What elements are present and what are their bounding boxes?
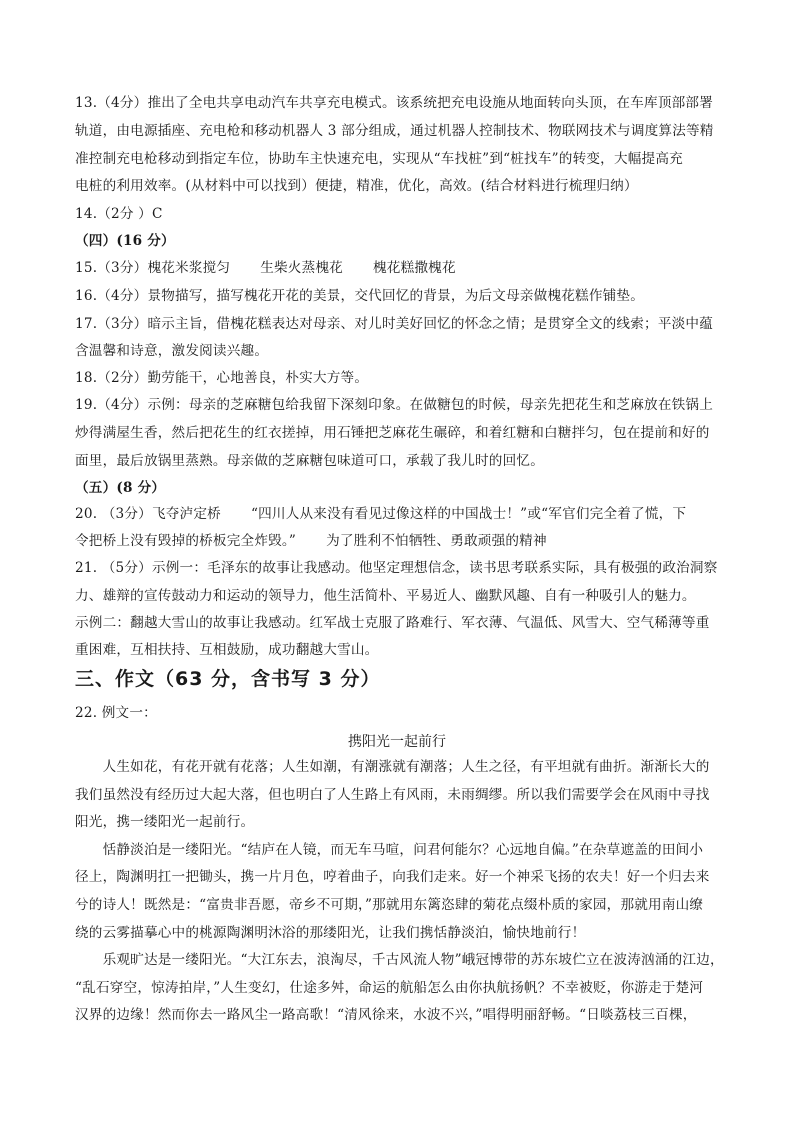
- text-line: 我们虽然没有经历过大起大落，但也明白了人生路上有风雨，未雨绸缪。所以我们需要学会在风雨中寻找: [75, 787, 710, 803]
- text-segment: “四川人从来没有看见过像这样的中国战士！”或“军官们完全着了慌，下: [250, 506, 687, 522]
- text-line: 阳光，携一缕阳光一起前行。: [75, 814, 255, 830]
- text-line: [75, 532, 547, 550]
- text-line: 示例二：翻越大雪山的故事让我感动。红军战士克服了路难行、军衣薄、气温低、风雪大、空气稀薄等重: [75, 615, 710, 631]
- text-line: [75, 505, 686, 523]
- text-line: 17.（3分）暗示主旨，借槐花糕表达对母亲、对儿时美好回忆的怀念之情；是贯穿全文的线索；平淡中蕴: [75, 316, 713, 332]
- text-line: 面里，最后放锅里蒸熟。母亲做的芝麻糖包味道可口，承载了我儿时的回忆。: [75, 453, 544, 469]
- text-segment: 为了胜利不怕牺牲、勇敢顽强的精神: [326, 533, 547, 549]
- text-line: [75, 259, 456, 277]
- text-line: （四）(16 分）: [75, 233, 175, 249]
- text-segment: 令把桥上没有毁掉的桥板完全炸毁。”: [75, 533, 297, 549]
- text-line: 电桩的利用效率。(从材料中可以找到）便捷，精准，优化，高效。(结合材料进行梳理归纳）: [75, 178, 638, 194]
- text-line: 21. （5分）示例一：毛泽东的故事让我感动。他坚定理想信念，读书思考联系实际，具有极强的政治洞察: [75, 560, 718, 576]
- text-line: 汉界的边缘！然而你去一路风尘一路高歌！“清风徐来，水波不兴，”唱得明丽舒畅。“日啖荔枝三百棵，: [75, 1007, 697, 1023]
- text-line: 16.（4分）景物描写，描写槐花开花的美景，交代回忆的背景，为后文母亲做槐花糕作铺垫。: [75, 288, 645, 304]
- text-line: 重困难，互相扶持、互相鼓励，成功翻越大雪山。: [75, 642, 379, 658]
- text-line: 乐观旷达是一缕阳光。“大江东去，浪淘尽，千古风流人物”峨冠博带的苏东坡伫立在波涛汹涌的江边，: [75, 952, 724, 968]
- section-heading: 三、作文（63 分，含书写 3 分）: [75, 668, 381, 690]
- text-line: 恬静淡泊是一缕阳光。“结庐在人镜，而无车马喧，问君何能尔？心远地自偏。”在杂草遮盖的田间小: [75, 842, 704, 858]
- text-line: “乱石穿空，惊涛拍岸，”人生变幻，仕途多舛，命运的航船怎么由你执航扬帆？不幸被贬，你游走于楚河: [75, 980, 704, 996]
- text-line: 14.（2分 ）C: [75, 206, 163, 222]
- text-segment: 20. （3分）飞夺泸定桥: [75, 506, 221, 522]
- text-segment: 槐花糕撒槐花: [372, 260, 456, 276]
- item-label: 22. 例文一：: [75, 705, 157, 721]
- text-line: 力、雄辩的宣传鼓动力和运动的领导力，他生活简朴、平易近人、幽默风趣、自有一种吸引人的魅力。: [75, 588, 696, 604]
- text-line: 18.（2分）勤劳能干，心地善良，朴实大方等。: [75, 370, 369, 386]
- text-line: 轨道，由电源插座、充电枪和移动机器人 3 部分组成，通过机器人控制技术、物联网技术与调度算法等精: [75, 123, 714, 139]
- text-line: 兮的诗人！既然是：“富贵非吾愿，帝乡不可期，”那就用东篱恣肆的菊花点缀朴质的家园，那就用南山缭: [75, 897, 704, 913]
- text-line: （五）(8 分）: [75, 480, 166, 496]
- text-line: 准控制充电枪移动到指定车位，协助车主快速充电，实现从“车找桩”到“桩找车”的转变，大幅提高充: [75, 151, 683, 167]
- text-segment: 15.（3分）槐花米浆搅匀: [75, 260, 231, 276]
- text-line: 19.（4分）示例：母亲的芝麻糖包给我留下深刻印象。在做糖包的时候，母亲先把花生和芝麻放在铁锅上: [75, 397, 713, 413]
- text-line: 13.（4分）推出了全电共享电动汽车共享充电模式。该系统把充电设施从地面转向头顶，在车库顶部部署: [75, 95, 713, 111]
- text-line: 炒得满屋生香，然后把花生的红衣搓掉，用石锤把芝麻花生碾碎，和着红糖和白糖拌匀，包在提前和好的: [75, 425, 710, 441]
- essay-title: 携阳光一起前行: [348, 734, 446, 750]
- text-line: 绕的云雾描摹心中的桃源陶渊明沐浴的那缕阳光，让我们携恬静淡泊，愉快地前行！: [75, 925, 586, 941]
- text-segment: 生柴火蒸槐花: [260, 260, 343, 276]
- text-line: 含温馨和诗意，激发阅读兴趣。: [75, 343, 269, 359]
- text-line: 人生如花，有花开就有花落；人生如潮，有潮涨就有潮落；人生之径，有平坦就有曲折。渐渐长大的: [75, 759, 710, 775]
- text-line: 径上，陶渊明扛一把锄头，携一片月色，哼着曲子，向我们走来。好一个神采飞扬的农夫！好一个归去来: [75, 869, 710, 885]
